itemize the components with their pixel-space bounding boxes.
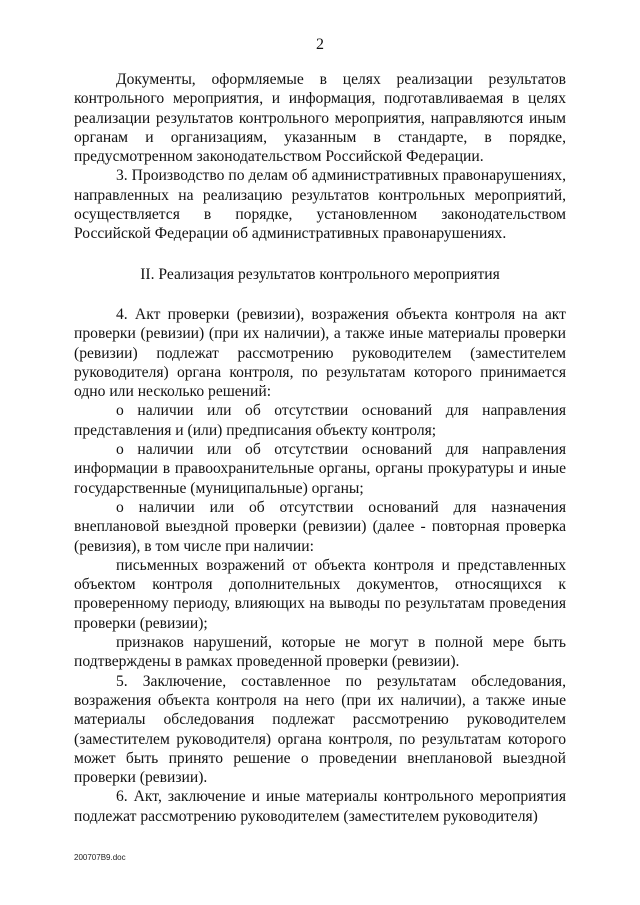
paragraph-3: 3. Производство по делам об административных правонарушениях, направленных на реализацию результатов контрольных мероприятий, осуществляется в порядке, установленном законодательством Российской Федерации об административных правонарушениях. (74, 167, 566, 243)
paragraph-4-subitem-1: письменных возражений от объекта контроля и представленных объектом контроля дополнительных документов, относящихся к проверенному периоду, влияющих на выводы по результатам проведения проверки (ревизии); (74, 556, 566, 632)
paragraph-4-item-1: о наличии или об отсутствии оснований для направления представления и (или) предписания объекту контроля; (74, 402, 566, 439)
paragraph-6: 6. Акт, заключение и иные материалы контрольного мероприятия подлежат рассмотрению руководителем (заместителем руководителя) (74, 788, 566, 825)
section-heading: II. Реализация результатов контрольного мероприятия (140, 265, 500, 283)
paragraph-4-subitem-2: признаков нарушений, которые не могут в полной мере быть подтверждены в рамках проведенной проверки (ревизии). (74, 634, 566, 671)
page-number: 2 (316, 36, 324, 53)
paragraph-4-item-3: о наличии или об отсутствии оснований для назначения внеплановой выездной проверки (ревизии) (далее - повторная проверка (ревизия), в том числе при наличии: (74, 498, 566, 555)
paragraph-4-item-2: о наличии или об отсутствии оснований для направления информации в правоохранительные органы, органы прокуратуры и иные государственные (муниципальные) органы; (74, 441, 566, 497)
paragraph-documents: Документы, оформляемые в целях реализации результатов контрольного мероприятия, и информация, подготавливаемая в целях реализации результатов контрольного мероприятия, направляются иным органам и организациям, указанным в стандарте, в порядке, предусмотренном законодательством Российской Федерации. (74, 71, 566, 166)
file-name-footer: 200707B9.doc (74, 853, 126, 862)
paragraph-4: 4. Акт проверки (ревизии), возражения объекта контроля на акт проверки (ревизии) (при их наличии), а также иные материалы проверки (ревизии) подлежат рассмотрению руководителем (заместителем руководителя) органа контроля, по результатам которого принимается одно или несколько решений: (74, 305, 566, 401)
document-body (74, 70, 566, 826)
paragraph-5: 5. Заключение, составленное по результатам обследования, возражения объекта контроля на него (при их наличии), а также иные материалы обследования подлежат рассмотрению руководителем (заместителем руководителя) органа контроля, по результатам которого может быть принято решение о проведении внеплановой выездной проверки (ревизии). (74, 672, 566, 787)
